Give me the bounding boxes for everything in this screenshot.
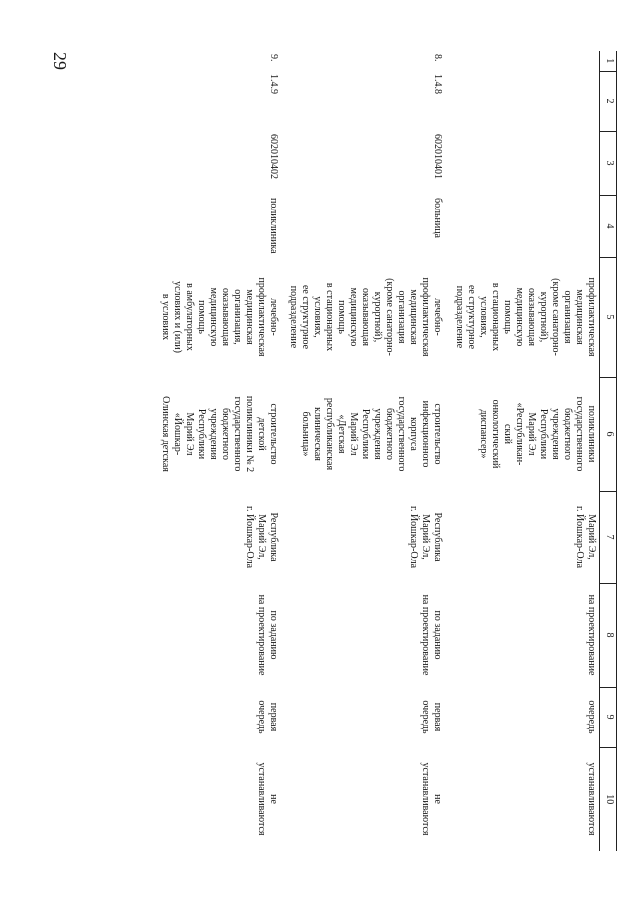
object-name: строительство детской поликлиники № 2 государственного бюджетного учреждения Республики Марий Эл «Йошкар- Олинская детская (160, 395, 279, 473)
object-type: больница (432, 198, 443, 238)
rotated-table-sheet (110, 51, 617, 851)
header-cell: 4 (600, 195, 617, 257)
object-code (445, 131, 600, 195)
object-stage: очередь (586, 700, 597, 734)
row-number (445, 51, 600, 71)
header-cell: 9 (600, 687, 617, 747)
object-stage: первая очередь (256, 700, 279, 734)
header-cell: 5 (600, 257, 617, 377)
object-code: 602010402 (268, 134, 279, 179)
object-code: 602010401 (432, 134, 443, 179)
header-cell: 10 (600, 747, 617, 851)
object-purpose: лечебно- профилактическая медицинская организация, оказывающая медицинскую помощь в амбулаторных условиях и (или) в условиях (160, 277, 279, 357)
header-cell: 3 (600, 131, 617, 195)
header-row (600, 51, 617, 851)
item-code: 1.4.8 (432, 74, 443, 94)
row-number: 8. (432, 54, 443, 62)
object-name: строительство инфекционного корпуса государственного бюджетного учреждения Республики Марий Эл «Детская республиканская клиническая больница» (300, 396, 443, 472)
page-number: 29 (50, 52, 70, 70)
object-name: поликлиники государственного бюджетного учреждения Республики Марий Эл «Республикан- ский онкологический диспансер» (478, 396, 597, 472)
item-code (445, 71, 600, 131)
header-cell: 8 (600, 583, 617, 687)
header-cell: 2 (600, 71, 617, 131)
row-number: 9. (268, 54, 279, 62)
object-purpose: профилактическая медицинская организация (кроме санаторно- курортной), оказывающая медицинскую помощь в стационарных условиях, ее структурное подразделение (454, 277, 597, 357)
object-characteristics: по заданию на проектирование (256, 594, 279, 676)
header-cell: 7 (600, 491, 617, 583)
table-row (107, 51, 281, 851)
object-type: поликлиника (268, 198, 279, 254)
table-row (281, 51, 445, 851)
object-zones: устанавливаются (586, 762, 597, 836)
object-location: Республика Марий Эл, г. Йошкар-Ола (244, 505, 279, 569)
object-stage: первая очередь (420, 700, 443, 734)
object-zones: не устанавливаются (420, 762, 443, 836)
object-zones: не устанавливаются (256, 762, 279, 836)
header-cell: 1 (600, 51, 617, 71)
object-purpose: лечебно- профилактическая медицинская организация (кроме санаторно- курортной), оказывающая медицинскую помощь в стационарных условиях, ее структурное подразделение (288, 277, 443, 357)
item-code: 1.4.9 (268, 74, 279, 94)
object-characteristics: по заданию на проектирование (420, 594, 443, 676)
object-type (445, 195, 600, 257)
table-row (445, 51, 600, 851)
object-location: Республика Марий Эл, г. Йошкар-Ола (408, 505, 443, 569)
object-characteristics: на проектирование (586, 594, 597, 676)
header-cell: 6 (600, 377, 617, 491)
territorial-planning-table (107, 51, 617, 851)
object-location: Марий Эл, г. Йошкар-Ола (574, 505, 597, 569)
